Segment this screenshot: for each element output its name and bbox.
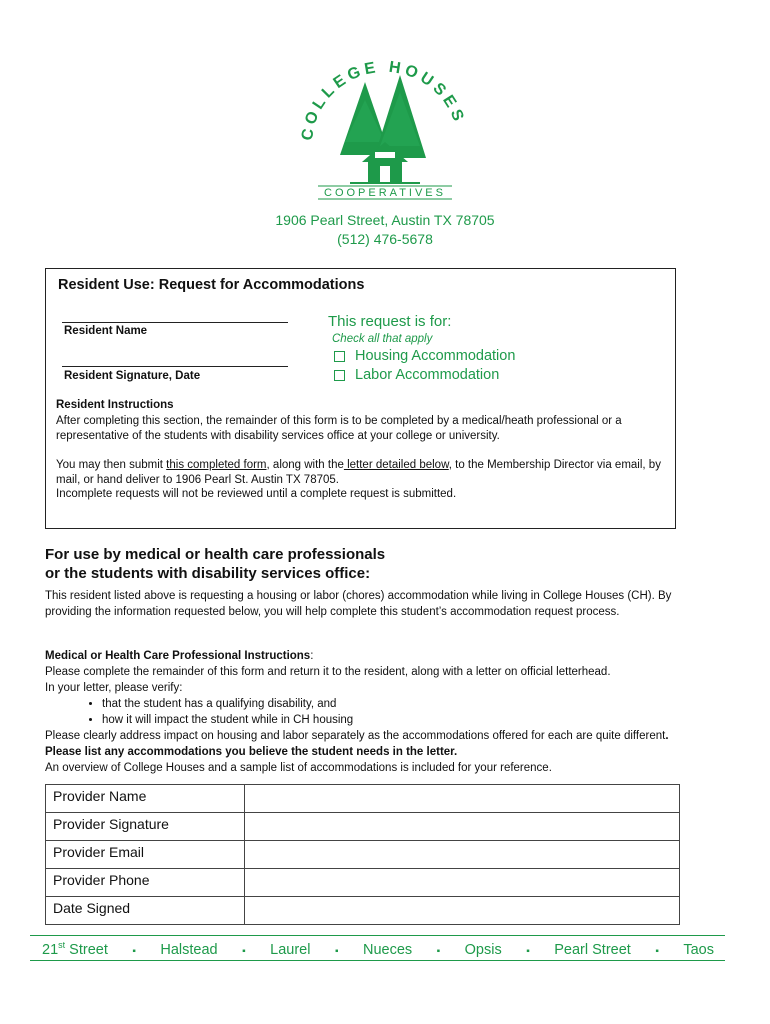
instructions-line1-a: Please complete the remainder of this form and return it to the resident bbox=[45, 666, 405, 678]
provider-phone-label: Provider Phone bbox=[46, 869, 245, 897]
verify-list bbox=[45, 696, 685, 728]
resident-instructions-text: After completing this section, the remainder of this form is to be completed by a medical/heath professional or a representative of the students with disability services office at your college or university. bbox=[56, 415, 622, 442]
address-impact-text: Please clearly address impact on housing and labor separately as the accommodations offered for each are quite different bbox=[45, 730, 666, 742]
provider-name-field[interactable] bbox=[245, 785, 680, 813]
footer-rule-bottom bbox=[30, 960, 725, 961]
labor-option-label: Labor Accommodation bbox=[355, 367, 500, 383]
overview-note: An overview of College Houses and a sample list of accommodations is included for your reference. bbox=[45, 762, 552, 774]
provider-signature-field[interactable] bbox=[245, 813, 680, 841]
table-row bbox=[46, 841, 680, 869]
org-address bbox=[0, 211, 770, 249]
house-21st-street: 21st Street bbox=[42, 940, 108, 958]
date-signed-field[interactable] bbox=[245, 897, 680, 925]
table-row bbox=[46, 785, 680, 813]
list-item: • that the student has a qualifying disability, and bbox=[102, 696, 685, 712]
date-signed-label: Date Signed bbox=[46, 897, 245, 925]
resident-section-title: Resident Use: Request for Accommodations bbox=[58, 277, 365, 293]
housing-checkbox[interactable] bbox=[334, 351, 345, 362]
table-row bbox=[46, 813, 680, 841]
table-row bbox=[46, 869, 680, 897]
house-halstead: Halstead bbox=[160, 941, 218, 958]
labor-accommodation-option[interactable] bbox=[334, 367, 499, 383]
house-laurel: Laurel bbox=[270, 941, 311, 958]
provider-signature-label: Provider Signature bbox=[46, 813, 245, 841]
separator-icon: ▪ bbox=[526, 945, 530, 957]
footer-house-list bbox=[42, 940, 714, 958]
house-pearl-street: Pearl Street bbox=[554, 941, 631, 958]
separator-icon: ▪ bbox=[436, 945, 441, 957]
completed-form-ref: this completed form bbox=[166, 459, 267, 471]
professional-instructions-heading: Medical or Health Care Professional Instructions bbox=[45, 650, 311, 662]
letter-detailed-ref: letter detailed below bbox=[343, 459, 449, 471]
resident-signature-line[interactable] bbox=[62, 366, 288, 367]
housing-option-label: Housing Accommodation bbox=[355, 348, 516, 364]
logo-bottom-text: COOPERATIVES bbox=[324, 187, 446, 199]
request-for-label: This request is for: bbox=[328, 313, 452, 330]
resident-section bbox=[45, 268, 676, 529]
separator-icon: ▪ bbox=[242, 945, 246, 957]
check-all-hint: Check all that apply bbox=[332, 333, 433, 345]
heading-colon: : bbox=[310, 650, 314, 662]
resident-name-line[interactable] bbox=[62, 322, 288, 323]
professional-title-line1: For use by medical or health care professionals bbox=[45, 546, 386, 563]
list-item: • how it will impact the student while in CH housing bbox=[102, 712, 685, 728]
resident-name-label: Resident Name bbox=[64, 325, 148, 337]
professional-section-title bbox=[45, 545, 385, 583]
resident-signature-label: Resident Signature, Date bbox=[64, 370, 201, 382]
provider-email-field[interactable] bbox=[245, 841, 680, 869]
submission-text-b: , along with the bbox=[266, 459, 344, 471]
resident-instructions-heading: Resident Instructions bbox=[56, 399, 174, 411]
submission-instructions bbox=[56, 458, 671, 488]
house-opsis: Opsis bbox=[464, 941, 502, 958]
professional-title-line2: or the students with disability services office: bbox=[45, 565, 371, 582]
professional-intro: This resident listed above is requesting a housing or labor (chores) accommodation while living in College Houses (CH). By providing the information requested below, you will help complete this student’s accommodation request process. bbox=[45, 590, 672, 618]
college-houses-logo bbox=[290, 50, 480, 200]
provider-info-table bbox=[45, 784, 680, 925]
incomplete-requests-note: Incomplete requests will not be reviewed until a complete request is submitted. bbox=[56, 488, 457, 500]
provider-phone-field[interactable] bbox=[245, 869, 680, 897]
separator-icon: ▪ bbox=[655, 945, 659, 957]
submission-text-c: , to the Membership Director via email, by mail, or hand deliver to 1906 Pearl St. Austin TX 78705. bbox=[56, 459, 661, 486]
instructions-line1-b: , along with a letter on official letterhead. bbox=[404, 666, 611, 678]
provider-name-label: Provider Name bbox=[46, 785, 245, 813]
submission-text-a: You may then submit bbox=[56, 459, 167, 471]
logo-top-text: COLLEGE HOUSES bbox=[298, 58, 468, 142]
housing-accommodation-option[interactable] bbox=[334, 348, 515, 364]
separator-icon: ▪ bbox=[132, 945, 136, 957]
provider-email-label: Provider Email bbox=[46, 841, 245, 869]
instructions-line2: In your letter, please verify: bbox=[45, 682, 183, 694]
house-taos: Taos bbox=[683, 941, 714, 958]
separator-icon: ▪ bbox=[334, 945, 339, 957]
list-accommodations-note: . Please list any accommodations you believe the student needs in the letter. bbox=[45, 730, 669, 758]
footer-rule-top bbox=[30, 935, 725, 936]
house-nueces: Nueces bbox=[362, 941, 413, 958]
table-row bbox=[46, 897, 680, 925]
labor-checkbox[interactable] bbox=[334, 370, 345, 381]
phone-line: (512) 476-5678 bbox=[337, 231, 433, 247]
professional-instructions bbox=[45, 648, 685, 776]
address-line: 1906 Pearl Street, Austin TX 78705 bbox=[275, 212, 495, 228]
